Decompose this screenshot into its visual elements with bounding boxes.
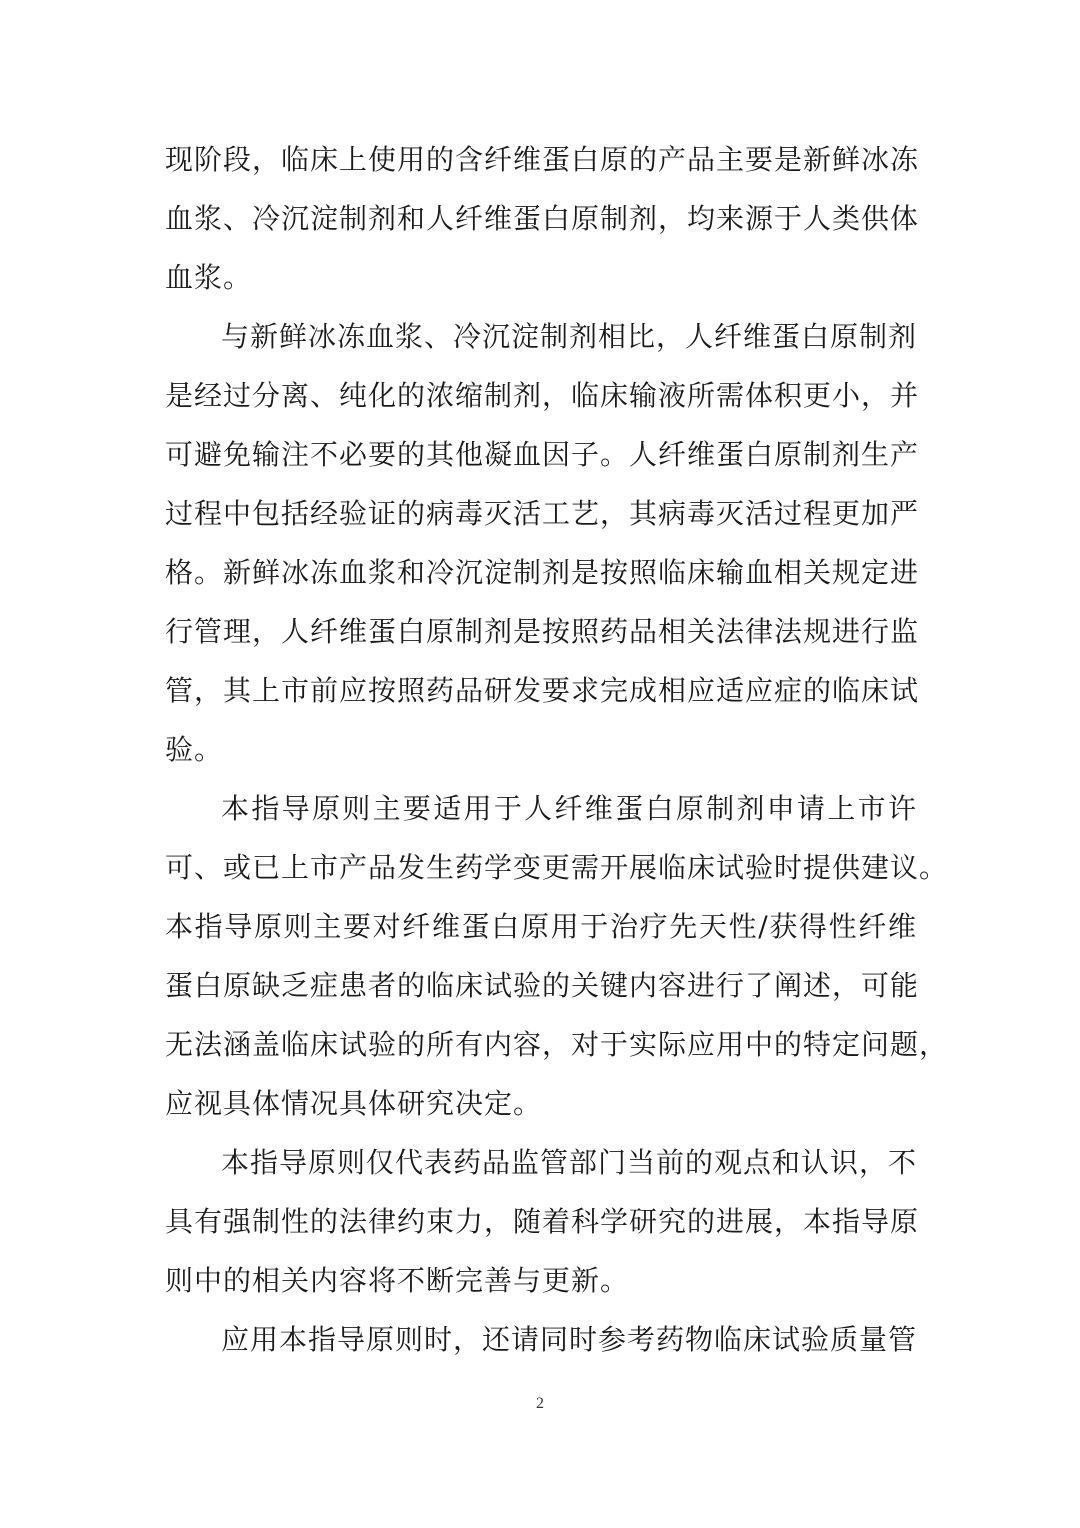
- paragraph-3-line-1: 本指导原则主要适用于人纤维蛋白原制剂申请上市许: [221, 792, 917, 825]
- paragraph-2-line-3: 可避免输注不必要的其他凝血因子。人纤维蛋白原制剂生产: [165, 438, 920, 471]
- paragraph-3-line-6: 应视具体情况具体研究决定。: [165, 1087, 543, 1120]
- paragraph-1-line-2: 血浆、冷沉淀制剂和人纤维蛋白原制剂，均来源于人类供体: [165, 202, 920, 235]
- paragraph-1-line-3: 血浆。: [165, 261, 253, 294]
- page-number: 2: [536, 1395, 544, 1412]
- paragraph-1-line-1: 现阶段，临床上使用的含纤维蛋白原的产品主要是新鲜冰冻: [165, 143, 920, 176]
- paragraph-2-line-2: 是经过分离、纯化的浓缩制剂，临床输液所需体积更小，并: [165, 379, 920, 412]
- paragraph-2-line-1: 与新鲜冰冻血浆、冷沉淀制剂相比，人纤维蛋白原制剂: [221, 320, 918, 353]
- paragraph-4-line-1: 本指导原则仅代表药品监管部门当前的观点和认识，不: [221, 1146, 918, 1179]
- paragraph-2-line-8: 验。: [165, 733, 224, 766]
- paragraph-2-line-4: 过程中包括经验证的病毒灭活工艺，其病毒灭活过程更加严: [165, 497, 920, 530]
- paragraph-3-line-5: 无法涵盖临床试验的所有内容，对于实际应用中的特定问题，: [165, 1028, 949, 1061]
- paragraph-3-line-3: 本指导原则主要对纤维蛋白原用于治疗先天性/获得性纤维: [165, 910, 917, 943]
- paragraph-3-line-4: 蛋白原缺乏症患者的临床试验的关键内容进行了阐述，可能: [165, 969, 920, 1002]
- paragraph-2-line-6: 行管理，人纤维蛋白原制剂是按照药品相关法律法规进行监: [165, 615, 920, 648]
- paragraph-2-line-7: 管，其上市前应按照药品研发要求完成相应适应症的临床试: [165, 674, 920, 707]
- body-text: [165, 130, 949, 1369]
- paragraph-4-line-2: 具有强制性的法律约束力，随着科学研究的进展，本指导原: [165, 1205, 920, 1238]
- paragraph-2-line-5: 格。新鲜冰冻血浆和冷沉淀制剂是按照临床输血相关规定进: [165, 556, 920, 589]
- paragraph-3-line-2: 可、或已上市产品发生药学变更需开展临床试验时提供建议。: [165, 851, 949, 884]
- paragraph-5-line-1: 应用本指导原则时，还请同时参考药物临床试验质量管: [221, 1323, 918, 1356]
- paragraph-4-line-3: 则中的相关内容将不断完善与更新。: [165, 1264, 630, 1297]
